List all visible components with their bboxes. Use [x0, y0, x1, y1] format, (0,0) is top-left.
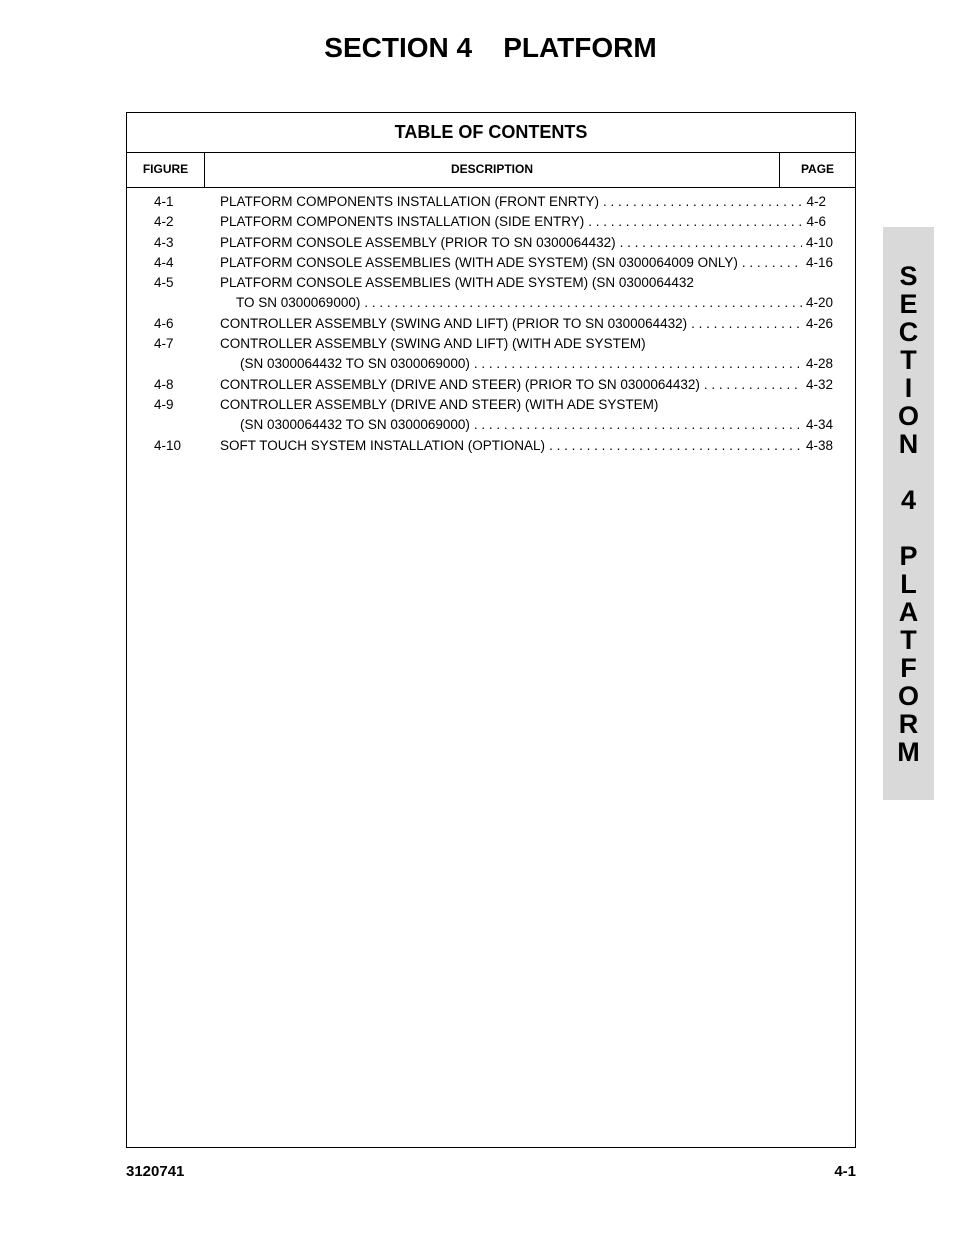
toc-title: TABLE OF CONTENTS [127, 113, 855, 153]
side-tab-letter: O [897, 401, 919, 431]
dot-leader [360, 293, 802, 313]
toc-entry-4-5[interactable] [127, 273, 855, 293]
side-tab-letter: L [900, 569, 917, 599]
side-tab-letter: N [898, 429, 919, 459]
entry-description: (SN 0300064432 TO SN 0300069000) [240, 417, 470, 433]
toc-entry-4-3[interactable] [127, 233, 855, 253]
entry-page: 4-6 [806, 214, 826, 230]
dot-leader [470, 415, 802, 435]
side-tab-letter: R [898, 709, 919, 739]
side-tab-letter: T [900, 345, 917, 375]
entry-page: 4-32 [805, 376, 833, 392]
side-tab-letter: C [898, 317, 919, 347]
entry-page: 4-10 [805, 234, 833, 250]
toc-entry-4-7-continued[interactable] [127, 354, 855, 374]
entry-page: 4-16 [805, 254, 833, 270]
side-tab-letter: P [899, 541, 918, 571]
side-tab-letter: T [900, 625, 917, 655]
entry-page: 4-26 [805, 315, 833, 331]
side-tab-letter: S [899, 261, 918, 291]
toc-entry-4-8[interactable] [127, 375, 855, 395]
dot-leader [738, 253, 802, 273]
toc-table [126, 112, 856, 1148]
side-tab-letter: E [899, 289, 918, 319]
dot-leader [616, 233, 802, 253]
side-tab-letter: 4 [900, 485, 917, 515]
toc-entry-4-9[interactable] [127, 395, 855, 415]
page-number: 4-1 [834, 1163, 856, 1180]
description-column-header: DESCRIPTION [205, 153, 780, 188]
toc-entries [127, 192, 855, 456]
figure-number: 4-9 [154, 396, 174, 412]
figure-number: 4-7 [154, 336, 174, 352]
entry-description: PLATFORM CONSOLE ASSEMBLIES (WITH ADE SYSTEM) (SN 0300064009 ONLY) [220, 254, 738, 270]
dot-leader [700, 375, 802, 395]
toc-entry-4-1[interactable] [127, 192, 855, 212]
entry-page: 4-20 [805, 295, 833, 311]
entry-description: CONTROLLER ASSEMBLY (SWING AND LIFT) (WITH ADE SYSTEM) [220, 336, 646, 352]
entry-page: 4-28 [805, 356, 833, 372]
toc-entry-4-7[interactable] [127, 334, 855, 354]
section-title: SECTION 4 PLATFORM [324, 32, 657, 63]
document-number: 3120741 [126, 1163, 185, 1180]
side-tab-letter: F [900, 653, 917, 683]
entry-description: CONTROLLER ASSEMBLY (DRIVE AND STEER) (PRIOR TO SN 0300064432) [220, 376, 700, 392]
side-tab-letter: O [897, 681, 919, 711]
figure-number: 4-6 [154, 315, 174, 331]
toc-entry-4-5-continued[interactable] [127, 293, 855, 313]
entry-description: CONTROLLER ASSEMBLY (SWING AND LIFT) (PRIOR TO SN 0300064432) [220, 315, 688, 331]
figure-number: 4-5 [154, 275, 174, 291]
figure-number: 4-3 [154, 234, 174, 250]
entry-page: 4-38 [805, 437, 833, 453]
entry-description: (SN 0300064432 TO SN 0300069000) [240, 356, 470, 372]
entry-description: SOFT TOUCH SYSTEM INSTALLATION (OPTIONAL) [220, 437, 546, 453]
side-tab-letter: A [898, 597, 919, 627]
toc-entry-4-10[interactable] [127, 436, 855, 456]
side-tab-letter: M [897, 737, 920, 767]
entry-description: PLATFORM CONSOLE ASSEMBLY (PRIOR TO SN 0300064432) [220, 234, 616, 250]
entry-description: PLATFORM COMPONENTS INSTALLATION (SIDE ENTRY) [220, 214, 585, 230]
dot-leader [599, 192, 802, 212]
entry-description: TO SN 0300069000) [236, 295, 361, 311]
figure-number: 4-2 [154, 214, 174, 230]
toc-entry-4-2[interactable] [127, 212, 855, 232]
dot-leader [470, 354, 802, 374]
toc-entry-4-6[interactable] [127, 314, 855, 334]
dot-leader [687, 314, 802, 334]
dot-leader [584, 212, 802, 232]
entry-page: 4-2 [806, 194, 826, 209]
side-tab-letter: I [904, 373, 913, 403]
dot-leader [545, 436, 802, 456]
figure-column-header: FIGURE [127, 153, 205, 188]
page-column-header: PAGE [780, 153, 855, 188]
figure-number: 4-1 [154, 194, 174, 209]
entry-page: 4-34 [805, 417, 833, 433]
entry-description: PLATFORM CONSOLE ASSEMBLIES (WITH ADE SYSTEM) (SN 0300064432 [220, 275, 694, 291]
figure-number: 4-8 [154, 376, 174, 392]
toc-entry-4-9-continued[interactable] [127, 415, 855, 435]
entry-description: PLATFORM COMPONENTS INSTALLATION (FRONT ENRTY) [220, 194, 600, 209]
entry-description: CONTROLLER ASSEMBLY (DRIVE AND STEER) (WITH ADE SYSTEM) [220, 396, 659, 412]
figure-number: 4-4 [154, 254, 174, 270]
section-side-tab [883, 227, 934, 800]
toc-entry-4-4[interactable] [127, 253, 855, 273]
figure-number: 4-10 [154, 437, 182, 453]
